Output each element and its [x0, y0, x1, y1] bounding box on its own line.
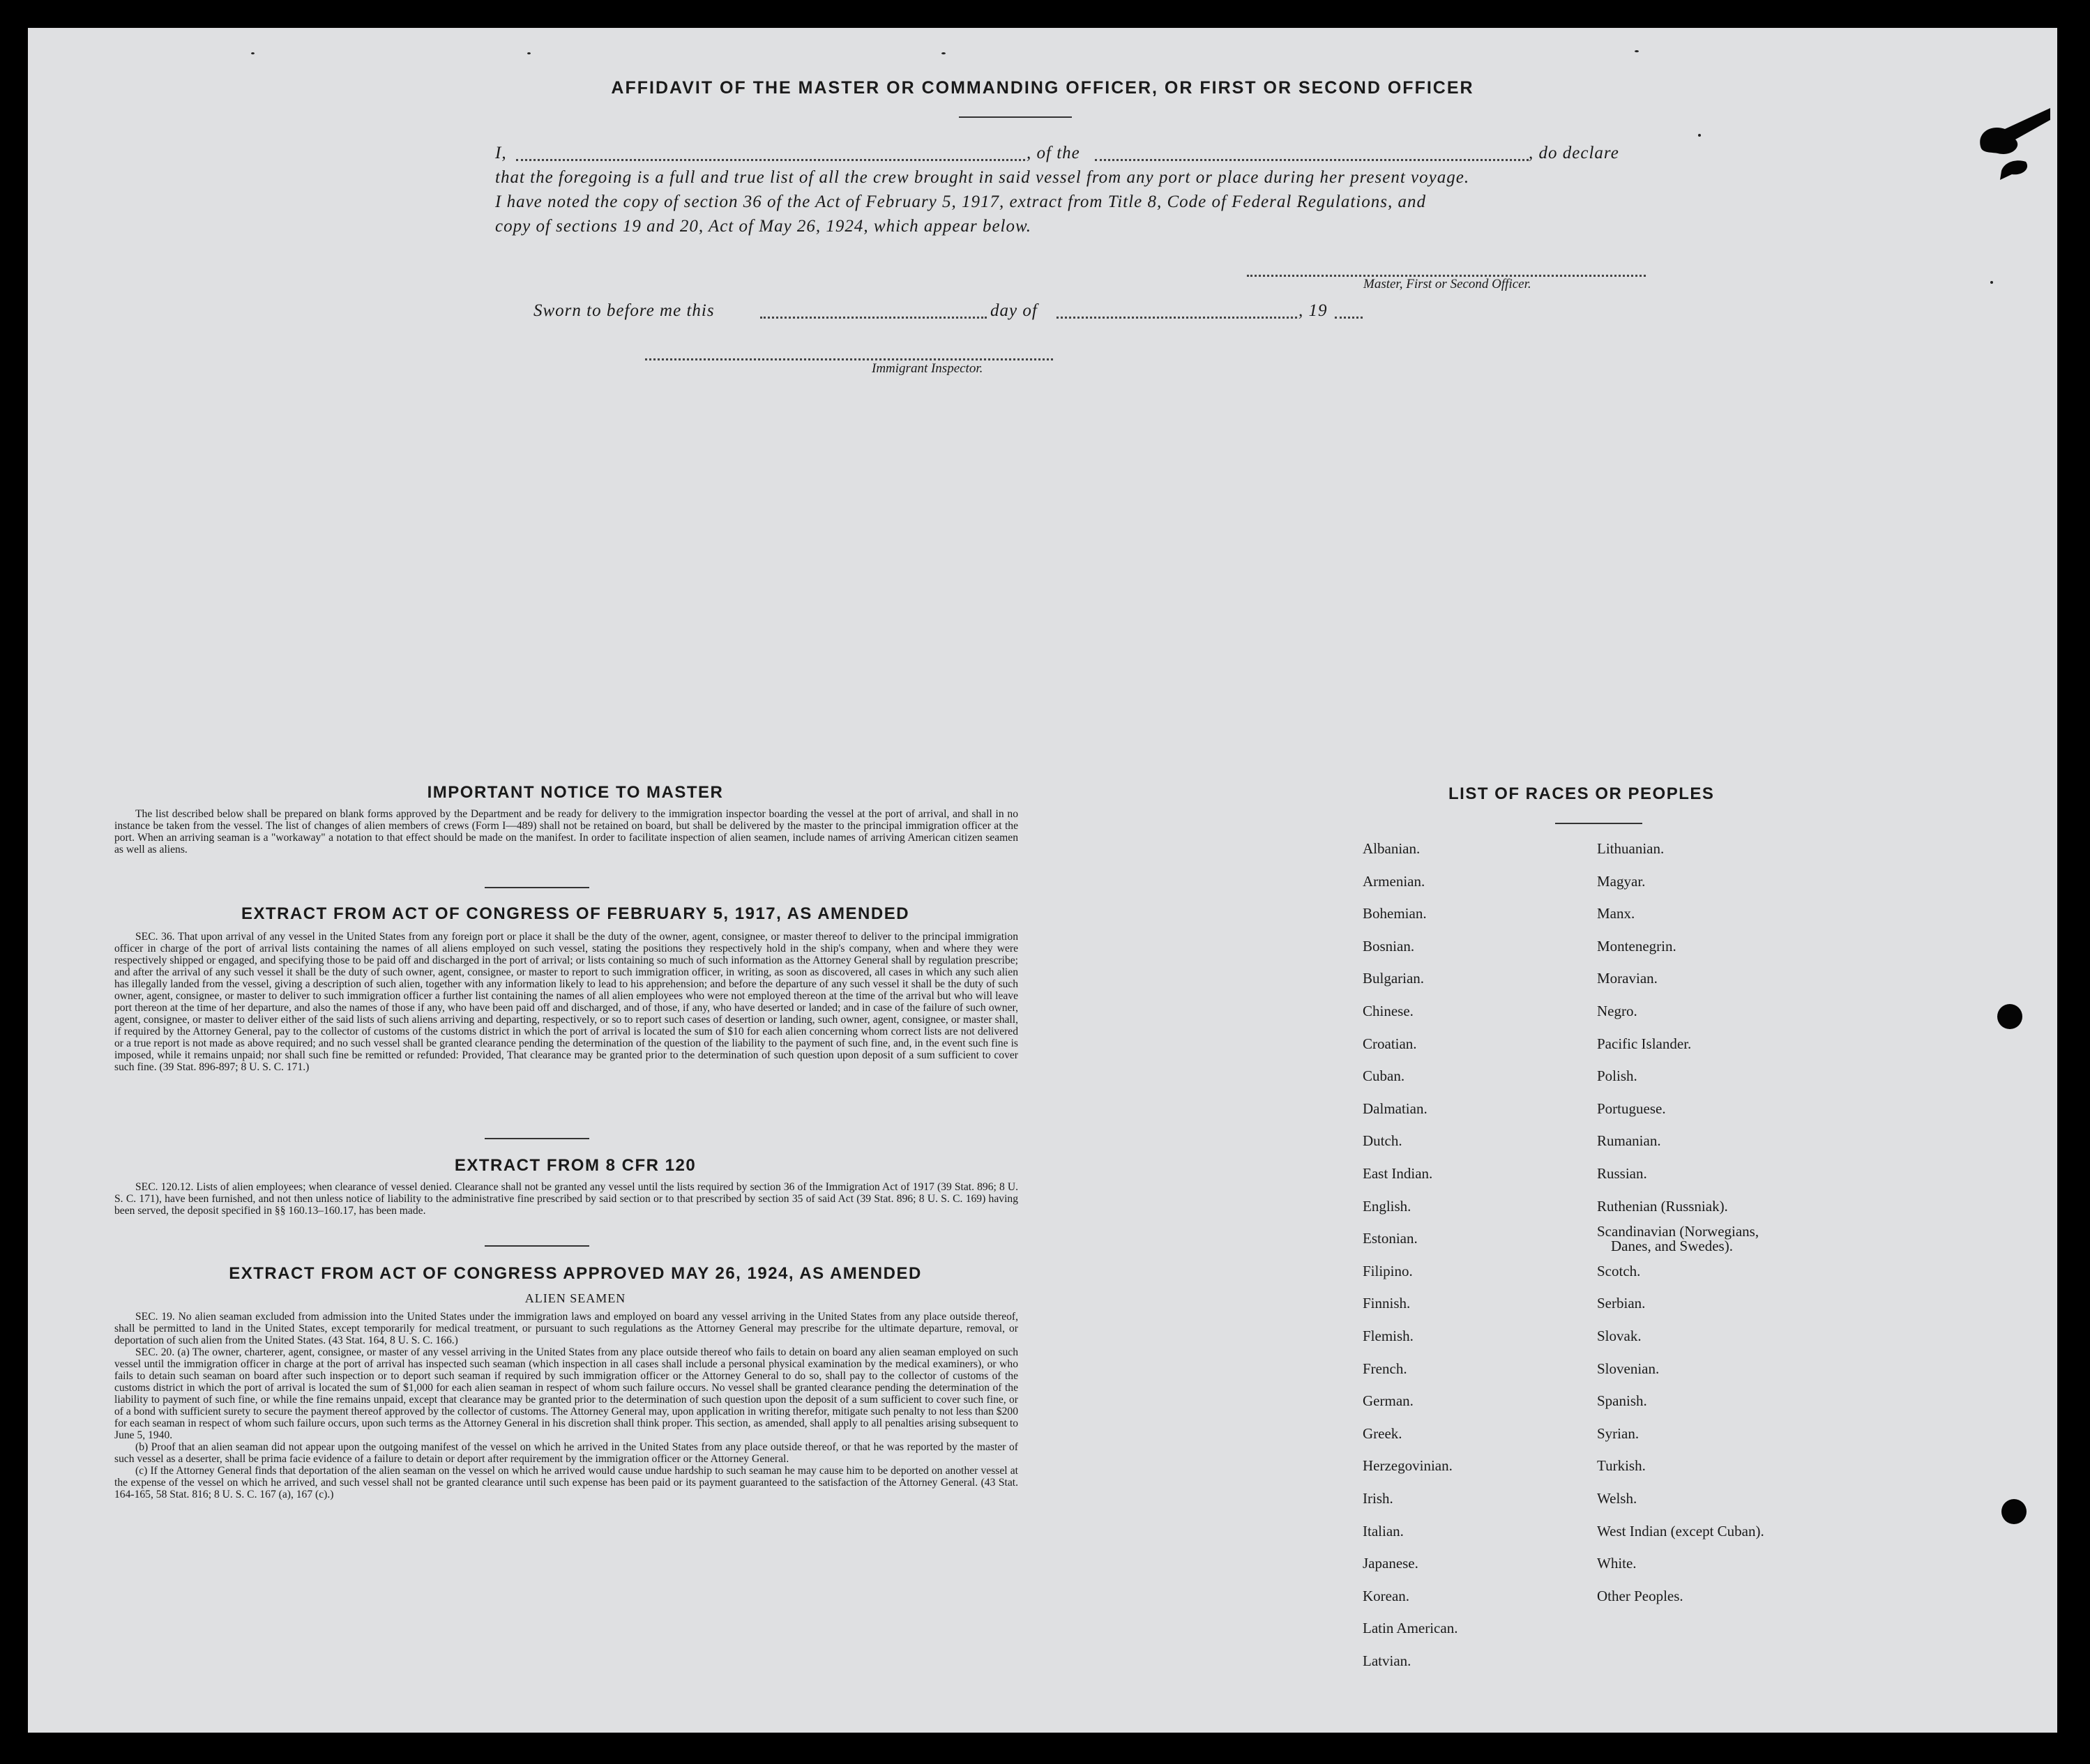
race-item: Herzegovinian. — [1363, 1457, 1453, 1475]
sworn-year-blank[interactable] — [1335, 317, 1363, 319]
affidavit-title: AFFIDAVIT OF THE MASTER OR COMMANDING OFFICER, OR FIRST OR SECOND OFFICER — [611, 78, 1474, 98]
race-item: Magyar. — [1597, 872, 1646, 890]
declaration-i: I, — [495, 144, 507, 162]
divider-rule — [485, 887, 589, 888]
race-item: Other Peoples. — [1597, 1587, 1683, 1604]
divider-rule — [485, 1245, 589, 1247]
declaration-of-the: , of the — [1027, 144, 1080, 162]
vessel-name-blank[interactable] — [1095, 159, 1529, 161]
punch-hole — [1997, 1004, 2022, 1029]
sec-20a-paragraph: SEC. 20. (a) The owner, charterer, agent, consignee, or master of any vessel arriving in the United States from any place outside thereof who fails to detain on board any alien seaman employed on such vessel until the immigration officer in charge at the port of arrival has inspected such seaman (which inspection in all cases shall include a personal physical examination by the medical examiners), or who fails to detain such seaman on board after such inspection or to deport such seaman if required by such immigration officer or the Attorney General to do so, shall pay to the collector of customs of the customs district in which the port of arrival is located the sum of $1,000 for each alien seaman in respect of whom such failure occurs. No vessel shall be granted clearance pending the determination of the liability to payment of such fine, or while the fine remains unpaid, except that clearance may be granted prior to the determination of such question upon the deposit of a sum sufficient to cover such fine, or of a bond with sufficient surety to secure the payment thereof approved by the collector of customs. The Attorney General may, upon application in writing therefor, mitigate such penalty to not less than $200 for each seaman in respect of whom such failure occurs, upon such terms as the Attorney General in his discretion shall think proper. This section, as amended, shall apply to all penalties arising subsequent to June 5, 1940. — [114, 1346, 1018, 1441]
extract-1917-text: SEC. 36. That upon arrival of any vessel in the United States from any foreign port or place it shall be the duty of the owner, agent, consignee, or master thereof to deliver to the principal immigration officer in charge of the port of arrival lists containing the names of all aliens employed on such vessel, stating the positions they respectively hold in the ship's company, when and where they were respectively shipped or engaged, and specifying those to be paid off and discharged in the port of arrival; or lists containing so much of such information as the Attorney General shall by regulation prescribe; and after the arrival of any such vessel it shall be the duty of such owner, agent, consignee, or master to report to such immigration officer, in writing, as soon as discovered, all cases in which any such alien has illegally landed from the vessel, giving a description of such alien, together with any information likely to lead to his apprehension; and before the departure of any such vessel it shall be the duty of such owner, agent, consignee, or master to deliver to such immigration officer a further list containing the names of all alien employees who were not employed thereon at the time of the arrival but who will leave port thereon at the time of her departure, and also the names of those if any, who have been paid off and discharged, and of those, if any, who have deserted or landed; and in case of the failure of such owner, agent, consignee, or master to deliver either of the said lists of such aliens arriving and departing, respectively, or so to report such cases of desertion or landing, such owner, agent, consignee, or master shall, if required by the Attorney General, pay to the collector of customs of the customs district in which the port of arrival is located the sum of $10 for each alien concerning whom correct lists are not delivered or a true report is not made as above required; and no such vessel shall be granted clearance pending the determination of the question of the liability to the payment of such fine, and, in the event such fine is imposed, while it remains unpaid; nor shall such fine be remitted or refunded: Provided, That clearance may be granted prior to the determination of such question upon deposit of a sum sufficient to cover such fine. (39 Stat. 896-897; 8 U. S. C. 171.) — [114, 931, 1018, 1073]
race-item: Dalmatian. — [1363, 1100, 1428, 1117]
race-item: West Indian (except Cuban). — [1597, 1522, 1764, 1539]
speck-mark — [1635, 50, 1639, 52]
race-item: Albanian. — [1363, 840, 1421, 857]
race-item: Finnish. — [1363, 1295, 1411, 1312]
race-item: Moravian. — [1597, 970, 1658, 987]
race-item: Filipino. — [1363, 1262, 1413, 1279]
notice-text: The list described below shall be prepared on blank forms approved by the Department and be ready for delivery to the immigration inspector boarding the vessel at the port of arrival, and shall in no instance be taken from the vessel. The list of changes of alien members of crews (Form I—489) shall not be retained on board, but shall be delivered by the master to the principal immigration officer at the port. When an arriving seaman is a "workaway" a notation to that effect should be made on the manifest. In order to facilitate inspection of alien seamen, include names of arriving American citizen seamen as well as aliens. — [114, 808, 1018, 856]
declaration-line-3: I have noted the copy of section 36 of the Act of February 5, 1917, extract from Title 8, Code of Federal Regulations, and — [495, 192, 1426, 211]
race-item: Scotch. — [1597, 1262, 1641, 1279]
punch-hole — [2001, 1499, 2027, 1524]
sec-19-paragraph: SEC. 19. No alien seaman excluded from admission into the United States under the immigration laws and employed on board any vessel arriving in the United States from any place outside thereof, shall be permitted to land in the United States, except temporarily for medical treatment, or pursuant to such regulations as the Attorney General may prescribe for the ultimate departure, removal, or deportation of such alien from the United States. (43 Stat. 164, 8 U. S. C. 166.) — [114, 1311, 1018, 1346]
extract-1917-title: EXTRACT FROM ACT OF CONGRESS OF FEBRUARY 5, 1917, AS AMENDED — [241, 904, 910, 923]
notice-title: IMPORTANT NOTICE TO MASTER — [427, 783, 724, 802]
race-item: Armenian. — [1363, 872, 1425, 890]
race-item: English. — [1363, 1197, 1411, 1215]
race-item: Latin American. — [1363, 1620, 1458, 1637]
race-item: Serbian. — [1597, 1295, 1646, 1312]
extract-1924-title: EXTRACT FROM ACT OF CONGRESS APPROVED MAY 26, 1924, AS AMENDED — [229, 1264, 922, 1283]
declaration-line-2: that the foregoing is a full and true list of all the crew brought in said vessel from any port or place during her present voyage. — [495, 168, 1470, 187]
race-item: Turkish. — [1597, 1457, 1646, 1475]
race-item: Bulgarian. — [1363, 970, 1425, 987]
sworn-prefix: Sworn to before me this — [533, 301, 715, 320]
race-item: Montenegrin. — [1597, 937, 1676, 955]
race-item: German. — [1363, 1392, 1414, 1410]
race-item: Negro. — [1597, 1003, 1637, 1019]
race-item: Bohemian. — [1363, 905, 1427, 922]
race-item: Spanish. — [1597, 1392, 1647, 1410]
form-sheet — [28, 28, 2057, 1733]
race-item: Korean. — [1363, 1587, 1410, 1604]
sworn-month-blank[interactable] — [1057, 317, 1297, 319]
race-item: White. — [1597, 1555, 1637, 1572]
inspector-signature-blank[interactable] — [645, 358, 1053, 360]
race-item: Japanese. — [1363, 1555, 1418, 1572]
speck-mark — [1990, 281, 1993, 284]
speck-mark — [251, 52, 255, 54]
races-title-rule — [1555, 823, 1642, 824]
extract-cfr-text: SEC. 120.12. Lists of alien employees; when clearance of vessel denied. Clearance shall not be granted any vessel until the lists required by section 36 of the Immigration Act of 1917 (39 Stat. 896; 8 U. S. C. 171), have been furnished, and not then unless notice of liability to the administrative fine prescribed by said section or to that prescribed by section 35 of said Act (39 Stat. 896; 8 U. S. C. 169) having been served, the deposit specified in §§ 160.13–160.17, has been made. — [114, 1181, 1018, 1217]
declaration-line-4: copy of sections 19 and 20, Act of May 26, 1924, which appear below. — [495, 217, 1032, 236]
race-item: Lithuanian. — [1597, 840, 1665, 857]
extract-1924-text — [114, 1311, 1018, 1500]
race-item: Cuban. — [1363, 1067, 1405, 1085]
master-name-blank[interactable] — [516, 159, 1025, 161]
race-item: Scandinavian (Norwegians, — [1597, 1223, 1759, 1240]
inspector-label: Immigrant Inspector. — [872, 361, 983, 376]
race-item: Croatian. — [1363, 1035, 1417, 1052]
race-item: Flemish. — [1363, 1328, 1414, 1344]
race-item: French. — [1363, 1360, 1407, 1377]
races-title: LIST OF RACES OR PEOPLES — [1448, 784, 1715, 803]
sworn-day-blank[interactable] — [760, 317, 987, 319]
race-item: East Indian. — [1363, 1165, 1433, 1182]
alien-seamen-subtitle: ALIEN SEAMEN — [524, 1291, 626, 1305]
title-rule — [959, 116, 1072, 118]
race-item: Irish. — [1363, 1490, 1393, 1507]
divider-rule — [485, 1138, 589, 1139]
sec-20c-paragraph: (c) If the Attorney General finds that deportation of the alien seaman on the vessel on which he arrived would cause undue hardship to such seaman he may cause him to be deported on another vessel at the expense of the vessel on which he arrived, and such vessel shall not be granted clearance until such expense has been paid or its payment guaranteed to the satisfaction of the Attorney General. (43 Stat. 164-165, 58 Stat. 816; 8 U. S. C. 167 (a), 167 (c).) — [114, 1465, 1018, 1500]
race-item: Ruthenian (Russniak). — [1597, 1197, 1728, 1215]
race-item: Chinese. — [1363, 1003, 1414, 1019]
race-item: Estonian. — [1363, 1230, 1418, 1247]
sworn-day-of: day of — [990, 301, 1038, 320]
declaration-do-declare: , do declare — [1529, 144, 1619, 162]
race-item: Slovak. — [1597, 1328, 1642, 1344]
race-item: Dutch. — [1363, 1132, 1402, 1150]
race-item: Slovenian. — [1597, 1360, 1660, 1377]
race-item: Latvian. — [1363, 1652, 1411, 1669]
speck-mark — [1698, 134, 1701, 137]
speck-mark — [527, 52, 531, 54]
race-item: Danes, and Swedes). — [1611, 1238, 1733, 1255]
race-item: Portuguese. — [1597, 1100, 1666, 1117]
race-item: Bosnian. — [1363, 937, 1415, 955]
race-item: Welsh. — [1597, 1490, 1637, 1507]
master-signature-label: Master, First or Second Officer. — [1363, 277, 1531, 291]
race-item: Syrian. — [1597, 1424, 1640, 1442]
extract-cfr-title: EXTRACT FROM 8 CFR 120 — [454, 1156, 697, 1175]
race-item: Manx. — [1597, 905, 1635, 922]
race-item: Pacific Islander. — [1597, 1035, 1692, 1052]
race-item: Greek. — [1363, 1424, 1402, 1442]
sec-20b-paragraph: (b) Proof that an alien seaman did not appear upon the outgoing manifest of the vessel on which he arrived in the United States from any place outside thereof, or that he was reported by the master of such vessel as a deserter, shall be prima facie evidence of a failure to detain or deport after requirement by the immigration officer or the Attorney General. — [114, 1441, 1018, 1465]
sworn-year-prefix: , 19 — [1298, 301, 1328, 320]
ink-blot-mark — [1974, 105, 2050, 181]
race-item: Polish. — [1597, 1067, 1637, 1085]
speck-mark — [941, 52, 946, 54]
race-item: Italian. — [1363, 1522, 1404, 1539]
race-item: Russian. — [1597, 1165, 1647, 1182]
race-item: Rumanian. — [1597, 1132, 1661, 1150]
